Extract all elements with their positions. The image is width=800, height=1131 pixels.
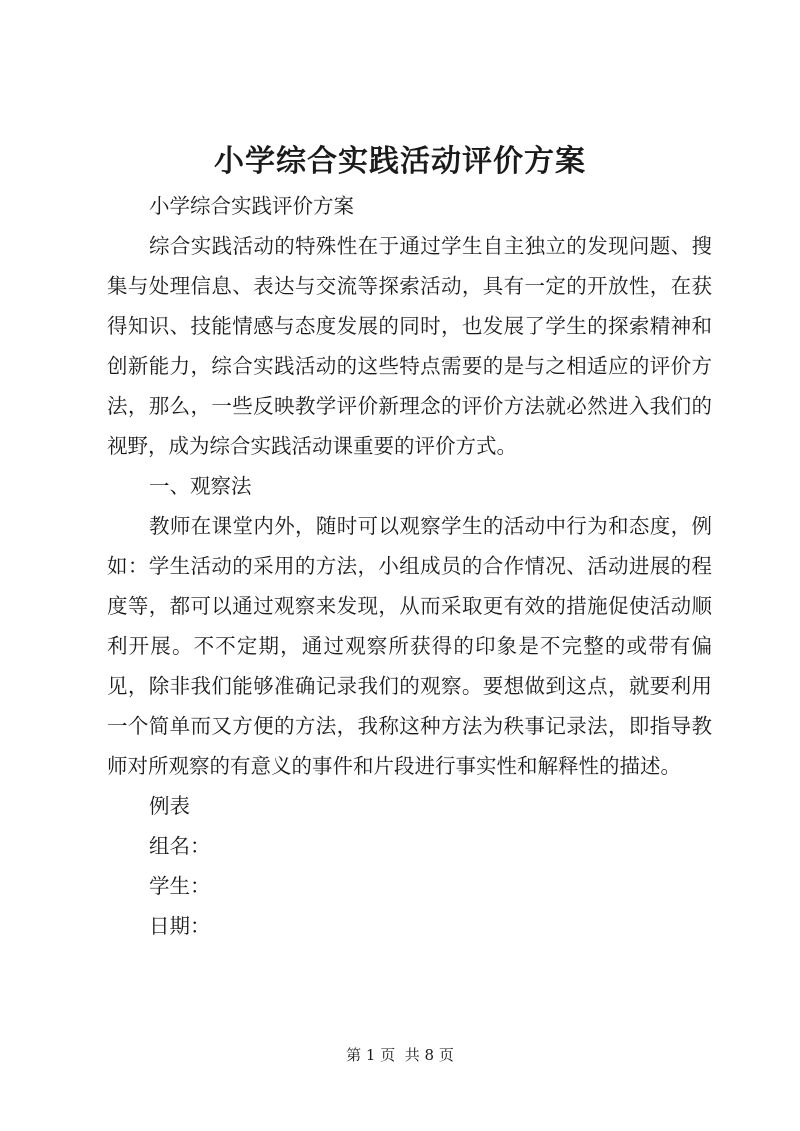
section-heading-observation: 一、观察法: [149, 474, 252, 498]
page-number-label: 第 1 页 共 8 页: [346, 1046, 454, 1064]
document-body: [107, 186, 712, 946]
subtitle-paragraph: 小学综合实践评价方案: [149, 194, 354, 218]
group-name-field-label: 组名：: [149, 834, 211, 858]
intro-paragraph: 综合实践活动的特殊性在于通过学生自主独立的发现问题、搜集与处理信息、表达与交流等探索活动，具有一定的开放性，在获得知识、技能情感与态度发展的同时，也发展了学生的探索精神和创新能力，综合实践活动的这些特点需要的是与之相适应的评价方法，那么，一些反映教学评价新理念的评价方法就必然进入我们的视野，成为综合实践活动课重要的评价方式。: [107, 234, 712, 458]
student-field-label: 学生：: [149, 874, 211, 898]
page-footer: [0, 1045, 800, 1065]
observation-paragraph: 教师在课堂内外，随时可以观察学生的活动中行为和态度，例如：学生活动的采用的方法，小组成员的合作情况、活动进展的程度等，都可以通过观察来发现，从而采取更有效的措施促使活动顺利开展。不不定期，通过观察所获得的印象是不完整的或带有偏见，除非我们能够准确记录我们的观察。要想做到这点，就要利用一个简单而又方便的方法，我称这种方法为秩事记录法，即指导教师对所观察的有意义的事件和片段进行事实性和解释性的描述。: [107, 514, 712, 778]
document-title: 小学综合实践活动评价方案: [214, 144, 586, 179]
example-table-label: 例表: [149, 794, 190, 818]
date-field-label: 日期：: [149, 914, 211, 938]
